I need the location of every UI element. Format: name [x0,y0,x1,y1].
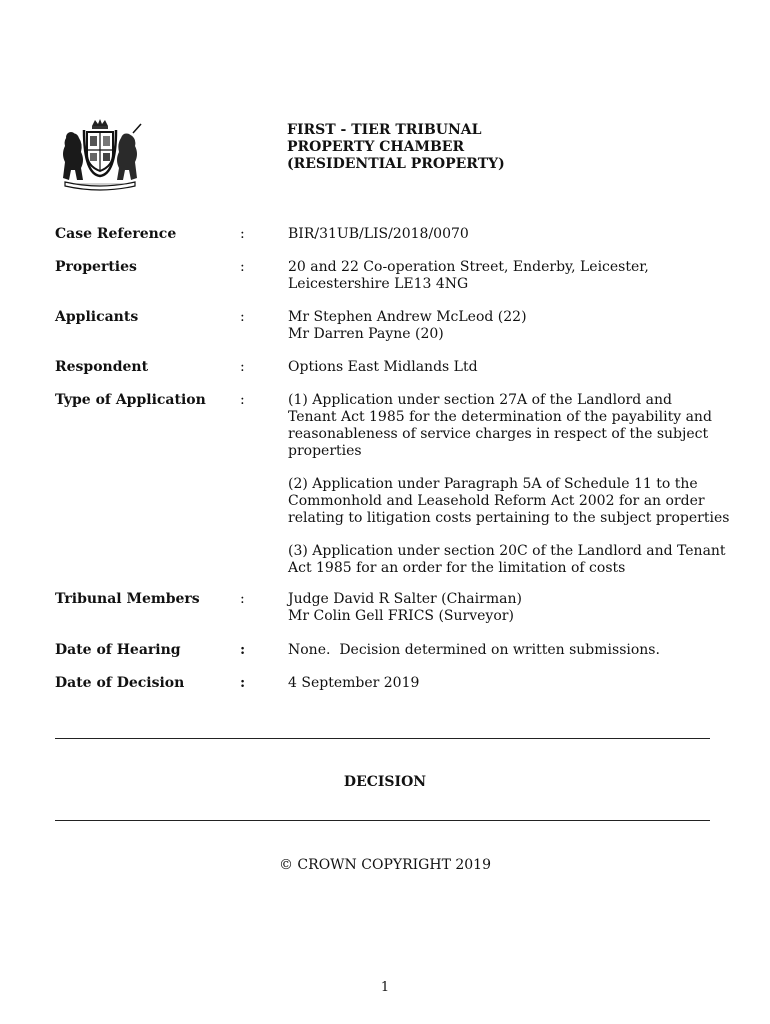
type-of-application-colon: : [240,392,245,408]
date-of-hearing-value: None. Decision determined on written submissions. [288,642,660,658]
copyright-notice: © CROWN COPYRIGHT 2019 [278,857,491,873]
tribunal-title [287,122,505,173]
page-number: 1 [380,980,390,995]
respondent-colon: : [240,359,245,375]
tribunal-members-value [288,591,718,625]
properties-value [288,259,718,293]
application-line: relating to litigation costs pertaining to the subject properties [288,510,730,526]
date-of-decision-value: 4 September 2019 [288,675,420,691]
tribunal-title-line2: PROPERTY CHAMBER [287,139,465,155]
type-of-application-value [288,392,730,593]
application-line: properties [288,443,362,459]
decision-heading: DECISION [343,774,427,790]
properties-colon: : [240,259,245,275]
respondent-value: Options East Midlands Ltd [288,359,478,375]
type-of-application-label: Type of Application [55,392,206,408]
tribunal-members-label: Tribunal Members [55,591,200,607]
application-line: Tenant Act 1985 for the determination of the payability and [288,409,712,425]
properties-line: Leicestershire LE13 4NG [288,276,469,292]
applicants-value [288,309,718,343]
tribunal-member: Mr Colin Gell FRICS (Surveyor) [288,608,514,624]
applicants-label: Applicants [55,309,139,325]
applicant-name: Mr Stephen Andrew McLeod (22) [288,309,527,325]
application-paragraph-2 [288,476,730,527]
respondent-label: Respondent [55,359,149,375]
applicant-name: Mr Darren Payne (20) [288,326,444,342]
properties-line: 20 and 22 Co-operation Street, Enderby, Leicester, [288,259,649,275]
case-reference-colon: : [240,226,245,242]
divider-top [55,738,710,739]
tribunal-title-line1: FIRST - TIER TRIBUNAL [287,122,482,138]
application-line: (2) Application under Paragraph 5A of Schedule 11 to the [288,476,698,492]
application-line: reasonableness of service charges in respect of the subject [288,426,709,442]
date-of-decision-colon: : [240,675,246,691]
divider-bottom [55,820,710,821]
tribunal-members-colon: : [240,591,245,607]
tribunal-member: Judge David R Salter (Chairman) [288,591,522,607]
application-line: Act 1985 for an order for the limitation of costs [288,560,626,576]
properties-label: Properties [55,259,137,275]
application-line: (1) Application under section 27A of the Landlord and [288,392,672,408]
royal-coat-of-arms-icon [55,118,145,192]
case-reference-value: BIR/31UB/LIS/2018/0070 [288,226,469,242]
applicants-colon: : [240,309,245,325]
application-line: Commonhold and Leasehold Reform Act 2002 for an order [288,493,705,509]
date-of-hearing-colon: : [240,642,246,658]
date-of-decision-label: Date of Decision [55,675,185,691]
application-paragraph-1 [288,392,718,460]
date-of-hearing-label: Date of Hearing [55,642,181,658]
tribunal-title-line3: (RESIDENTIAL PROPERTY) [287,156,505,172]
application-paragraph-3 [288,543,726,577]
application-line: (3) Application under section 20C of the Landlord and Tenant [288,543,726,559]
case-reference-label: Case Reference [55,226,177,242]
